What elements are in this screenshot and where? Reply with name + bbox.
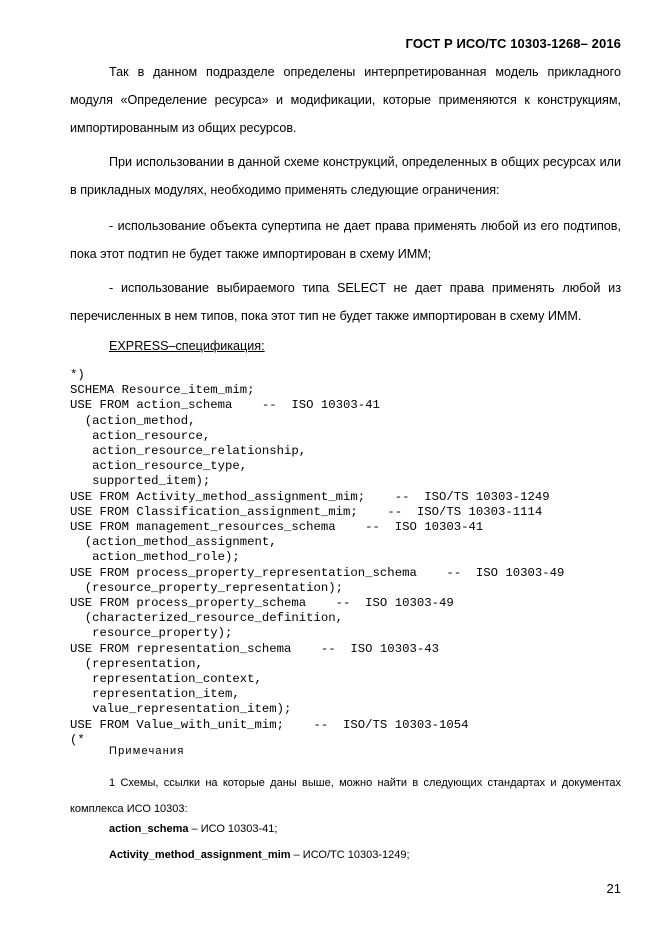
express-specification-label: EXPRESS–спецификация: — [109, 339, 265, 353]
express-code-block: *) SCHEMA Resource_item_mim; USE FROM action_schema -- ISO 10303-41 (action_method, action_resource, action_resource_relationship, action_resource_type, supported_item); USE FROM Activity_method_assignment_mim; -- ISO/TS 10303-1249 USE FROM Classification_assignment_mim; -- ISO/TS 10303-1114 USE FROM management_resources_schema -- ISO 10303-41 (action_method_assignment, action_method_role); USE FROM process_property_representation_schema -- ISO 10303-49 (resource_property_representation); USE FROM process_property_schema -- ISO 10303-49 (characterized_resource_definition, resource_property); USE FROM representation_schema -- ISO 10303-43 (representation, representation_context, representation_item, value_representation_item); USE FROM Value_with_unit_mim; -- ISO/TS 10303-1054 (* — [70, 368, 565, 747]
reference-schema-name: Activity_method_assignment_mim — [109, 849, 291, 861]
constraint-item-supertype: - использование объекта супертипа не дает права применять любой из его подтипов, пока этот подтип не будет также импортирован в схему ИММ; — [70, 219, 621, 261]
reference-standard: – ИСО 10303-41; — [188, 823, 278, 835]
constraint-item-select: - использование выбираемого типа SELECT не дает права применять любой из перечисленных в нем типов, пока этот тип не будет также импортирован в схему ИММ. — [70, 281, 621, 323]
intro-paragraph: Так в данном подразделе определены интерпретированная модель прикладного модуля «Определение ресурса» и модификации, которые применяются к конструкциям, импортированным из общих ресурсов. — [70, 65, 621, 135]
standard-header: ГОСТ Р ИСО/ТС 10303-1268– 2016 — [405, 36, 621, 51]
note-reference-item — [109, 823, 277, 835]
note-text: 1 Схемы, ссылки на которые даны выше, можно найти в следующих стандартах и документах комплекса ИСО 10303: — [70, 777, 621, 815]
note-reference-item — [109, 849, 410, 861]
reference-schema-name: action_schema — [109, 823, 189, 835]
page-number: 21 — [606, 881, 621, 896]
notes-title: Примечания — [109, 745, 185, 757]
constraints-paragraph: При использовании в данной схеме конструкций, определенных в общих ресурсах или в прикладных модулях, необходимо применять следующие ограничения: — [70, 155, 621, 197]
reference-standard: – ИСО/ТС 10303-1249; — [290, 849, 410, 861]
